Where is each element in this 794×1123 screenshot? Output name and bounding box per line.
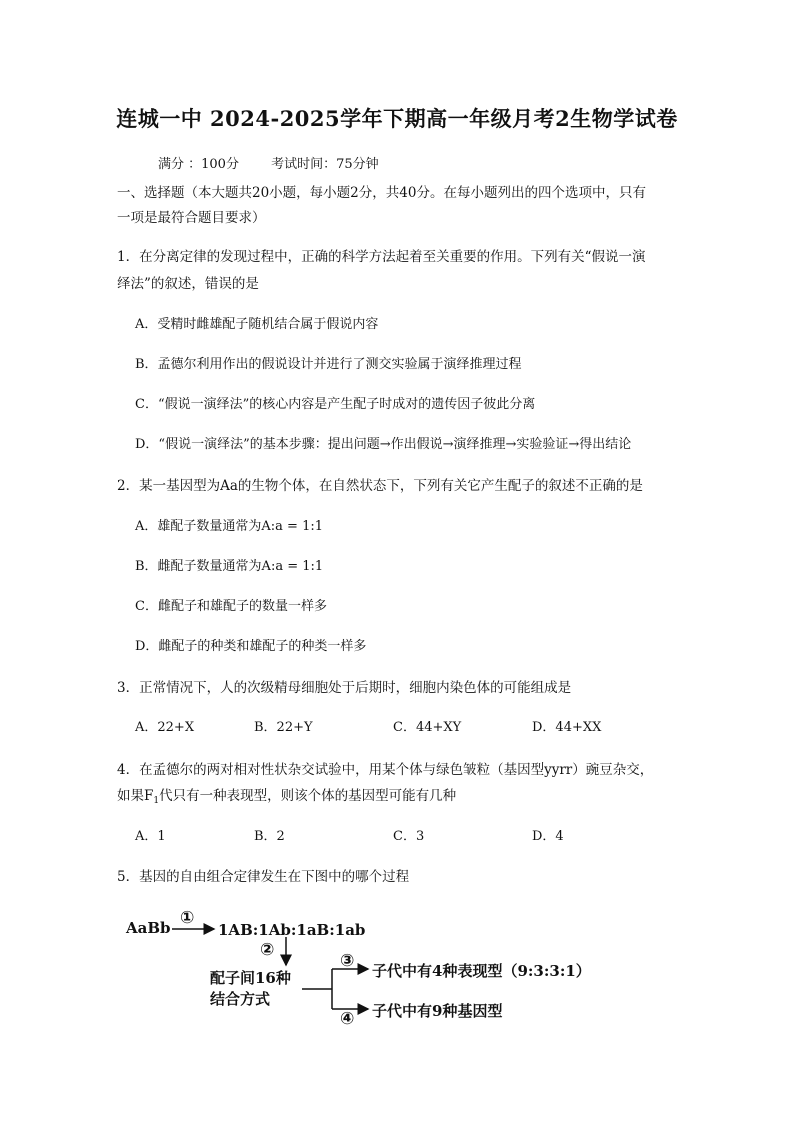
- q4-stem-line1: 4．在孟德尔的两对相对性状杂交试验中，用某个体与绿色皱粒（基因型yyrr）豌豆杂交，: [117, 762, 654, 778]
- q2-option-d: D．雌配子的种类和雄配子的种类一样多: [135, 639, 367, 654]
- q2-option-c: C．雌配子和雄配子的数量一样多: [135, 599, 327, 614]
- q4-stem-post: 代只有一种表现型，则该个体的基因型可能有几种: [159, 788, 457, 804]
- q2-stem: 2．某一基因型为Aa的生物个体，在自然状态下，下列有关它产生配子的叙述不正确的是: [117, 478, 643, 494]
- diagram-mid-line2: 结合方式: [210, 990, 271, 1008]
- q4-option-d: D．4: [532, 829, 564, 844]
- q3-option-c: C．44+XY: [393, 720, 462, 735]
- q3-option-d: D．44+XX: [532, 720, 602, 735]
- q4-option-b: B．2: [254, 829, 285, 844]
- diagram-outcome-genotypes: 子代中有9种基因型: [372, 1002, 503, 1020]
- step-1-label: ①: [180, 908, 195, 928]
- q3-stem: 3．正常情况下，人的次级精母细胞处于后期时，细胞内染色体的可能组成是: [117, 680, 572, 696]
- q4-subscript: 1: [153, 796, 160, 806]
- diagram-parent-genotype: AaBb: [126, 919, 171, 937]
- q4-option-c: C．3: [393, 829, 425, 844]
- q2-option-a: A．雄配子数量通常为A:a = 1:1: [135, 519, 323, 534]
- q4-option-a: A．1: [135, 829, 166, 844]
- q3-option-b: B．22+Y: [254, 720, 313, 735]
- exam-meta: [158, 153, 407, 172]
- q1-option-c: C．“假说一演绎法”的核心内容是产生配子时成对的遗传因子彼此分离: [135, 397, 536, 412]
- section-header-line1: 一、选择题（本大题共20小题，每小题2分，共40分。在每小题列出的四个选项中，只有: [117, 185, 646, 201]
- diagram-mid-line1: 配子间16种: [210, 969, 291, 987]
- genetics-flow-diagram: [120, 905, 640, 1035]
- q1-stem-line2: 绎法”的叙述，错误的是: [117, 276, 259, 292]
- q4-stem-pre: 如果F: [117, 788, 154, 804]
- q2-option-b: B．雌配子数量通常为A:a = 1:1: [135, 559, 324, 574]
- page-title: 连城一中 2024-2025学年下期高一年级月考2生物学试卷: [116, 106, 678, 131]
- diagram-outcome-phenotypes: 子代中有4种表现型（9:3:3:1）: [372, 962, 591, 980]
- step-3-label: ③: [340, 951, 355, 971]
- q1-stem-line1: 1．在分离定律的发现过程中，正确的科学方法起着至关重要的作用。下列有关“假说一演: [117, 249, 646, 265]
- q5-stem: 5．基因的自由组合定律发生在下图中的哪个过程: [117, 869, 410, 885]
- q1-option-a: A．受精时雌雄配子随机结合属于假说内容: [135, 317, 379, 332]
- q1-option-b: B．孟德尔利用作出的假说设计并进行了测交实验属于演绎推理过程: [135, 357, 522, 372]
- diagram-gametes: 1AB:1Ab:1aB:1ab: [218, 921, 366, 939]
- exam-time: 考试时间：75分钟: [271, 157, 379, 172]
- q3-option-a: A．22+X: [135, 720, 195, 735]
- step-2-label: ②: [260, 940, 275, 960]
- q4-stem-line2: [117, 787, 456, 810]
- q1-option-d: D．“假说一演绎法”的基本步骤：提出问题→作出假说→演绎推理→实验验证→得出结论: [135, 437, 632, 452]
- full-score: 满分 ：100分: [158, 157, 239, 172]
- section-header-line2: 一项是最符合题目要求）: [117, 210, 266, 226]
- step-4-label: ④: [340, 1009, 355, 1029]
